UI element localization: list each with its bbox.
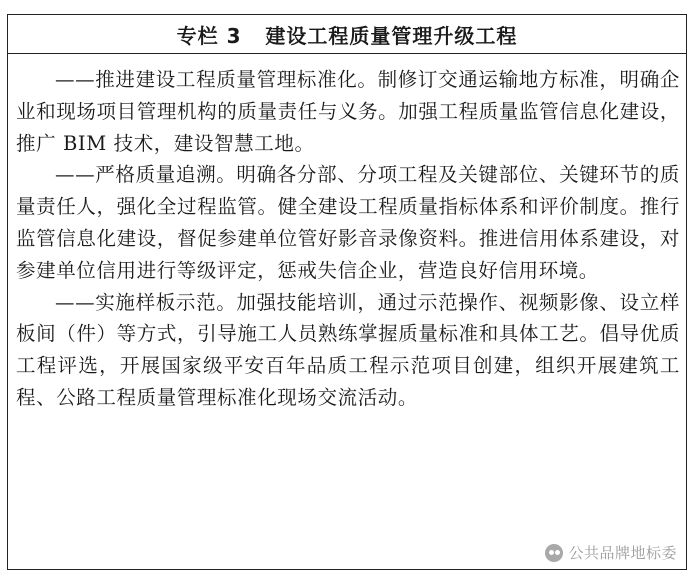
wechat-icon (545, 544, 563, 562)
column-box (7, 14, 687, 570)
paragraph-standardization: ——推进建设工程质量管理标准化。制修订交通运输地方标准，明确企业和现场项目管理机构的质量责任与义务。加强工程质量监管信息化建设，推广 BIM 技术，建设智慧工地。 (16, 68, 680, 155)
paragraph-demonstration: ——实施样板示范。加强技能培训，通过示范操作、视频影像、设立样板间（件）等方式，引导施工人员熟练掌握质量标准和具体工艺。倡导优质工程评选，开展国家级平安百年品质工程示范项目创建，组织开展建筑工程、公路工程质量管理标准化现场交流活动。 (16, 290, 680, 409)
column-header (8, 15, 686, 54)
column-title: 专栏 3 建设工程质量管理升级工程 (176, 23, 518, 48)
watermark (541, 541, 681, 564)
column-body (8, 54, 686, 414)
watermark-text: 公共品牌地标委 (568, 544, 677, 562)
paragraph-traceability: ——严格质量追溯。明确各分部、分项工程及关键部位、关键环节的质量责任人，强化全过程监管。健全建设工程质量指标体系和评价制度。推行监管信息化建设，督促参建单位管好影音录像资料。推进信用体系建设，对参建单位信用进行等级评定，惩戒失信企业，营造良好信用环境。 (16, 163, 680, 282)
